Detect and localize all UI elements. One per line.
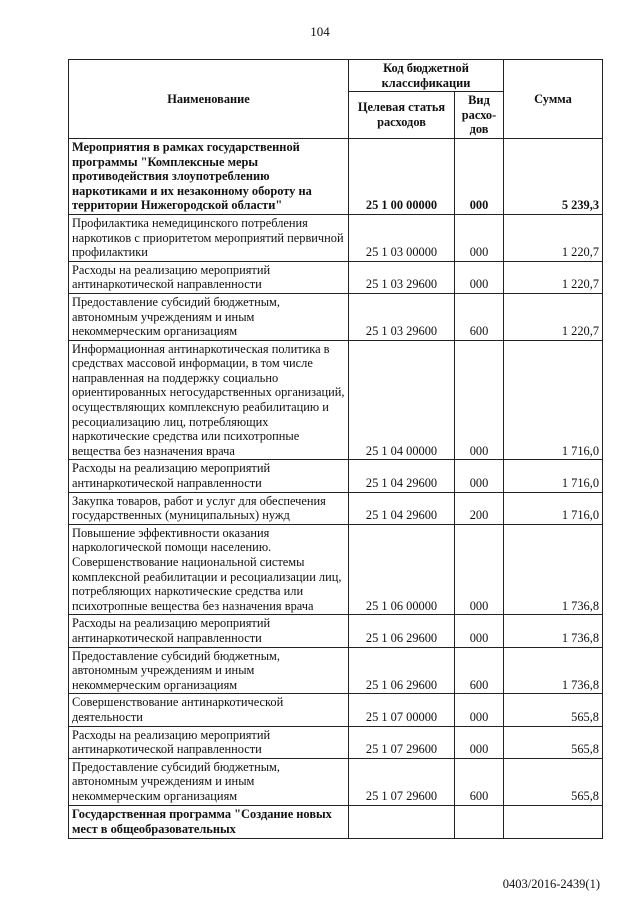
row-name: Совершенствование антинаркотической деятельности bbox=[69, 694, 349, 726]
row-expense-type: 000 bbox=[455, 524, 504, 615]
row-expense-type: 200 bbox=[455, 492, 504, 524]
row-name: Государственная программа "Создание новых мест в общеобразовательных bbox=[69, 805, 349, 838]
row-name: Расходы на реализацию мероприятий антинаркотической направленности bbox=[69, 726, 349, 758]
row-sum: 1 736,8 bbox=[504, 647, 603, 694]
row-name: Мероприятия в рамках государственной программы "Комплексные меры противодействия злоупотреблению наркотиками и их незаконному обороту на территории Нижегородской области" bbox=[69, 138, 349, 214]
row-target-code: 25 1 06 29600 bbox=[349, 647, 455, 694]
row-expense-type: 600 bbox=[455, 758, 504, 805]
row-sum: 1 736,8 bbox=[504, 615, 603, 647]
row-name: Информационная антинаркотическая политика в средствах массовой информации, в том числе направленная на поддержку социально ориентированных негосударственных организаций, осуществляющих комплексную реабилитацию и ресоциализацию лиц, потребляющих наркотические средства или психотропные вещества без назначения врача bbox=[69, 340, 349, 460]
table-row bbox=[69, 138, 603, 214]
table-row bbox=[69, 726, 603, 758]
document-code: 0403/2016-2439(1) bbox=[502, 877, 600, 891]
row-name: Расходы на реализацию мероприятий антинаркотической направленности bbox=[69, 615, 349, 647]
row-target-code bbox=[349, 805, 455, 838]
row-expense-type: 000 bbox=[455, 460, 504, 492]
table-row bbox=[69, 524, 603, 615]
table-row bbox=[69, 694, 603, 726]
row-sum: 565,8 bbox=[504, 694, 603, 726]
header-target: Целевая статья расходов bbox=[349, 92, 455, 139]
row-expense-type: 000 bbox=[455, 615, 504, 647]
row-expense-type: 600 bbox=[455, 647, 504, 694]
row-target-code: 25 1 04 29600 bbox=[349, 492, 455, 524]
table-row bbox=[69, 261, 603, 293]
row-sum: 1 220,7 bbox=[504, 293, 603, 340]
row-expense-type: 000 bbox=[455, 694, 504, 726]
row-expense-type bbox=[455, 805, 504, 838]
row-sum: 565,8 bbox=[504, 758, 603, 805]
row-expense-type: 600 bbox=[455, 293, 504, 340]
table-row bbox=[69, 214, 603, 261]
row-name: Профилактика немедицинского потребления наркотиков с приоритетом мероприятий первичной профилактики bbox=[69, 214, 349, 261]
row-sum: 5 239,3 bbox=[504, 138, 603, 214]
row-name: Предоставление субсидий бюджетным, автономным учреждениям и иным некоммерческим организациям bbox=[69, 293, 349, 340]
row-target-code: 25 1 03 29600 bbox=[349, 261, 455, 293]
row-target-code: 25 1 03 29600 bbox=[349, 293, 455, 340]
row-name: Расходы на реализацию мероприятий антинаркотической направленности bbox=[69, 460, 349, 492]
row-expense-type: 000 bbox=[455, 261, 504, 293]
header-name: Наименование bbox=[69, 60, 349, 139]
row-sum: 1 716,0 bbox=[504, 460, 603, 492]
row-target-code: 25 1 04 29600 bbox=[349, 460, 455, 492]
row-sum: 1 716,0 bbox=[504, 492, 603, 524]
row-target-code: 25 1 03 00000 bbox=[349, 214, 455, 261]
row-name: Предоставление субсидий бюджетным, автономным учреждениям и иным некоммерческим организациям bbox=[69, 758, 349, 805]
row-name: Повышение эффективности оказания наркологической помощи населению. Совершенствование национальной системы комплексной реабилитации и ресоциализации лиц, потребляющих наркотические средства или психотропные вещества без назначения врача bbox=[69, 524, 349, 615]
row-sum: 1 716,0 bbox=[504, 340, 603, 460]
table-row bbox=[69, 805, 603, 838]
row-expense-type: 000 bbox=[455, 138, 504, 214]
row-target-code: 25 1 07 29600 bbox=[349, 758, 455, 805]
row-target-code: 25 1 07 00000 bbox=[349, 694, 455, 726]
row-sum: 1 220,7 bbox=[504, 214, 603, 261]
table-row bbox=[69, 647, 603, 694]
row-target-code: 25 1 00 00000 bbox=[349, 138, 455, 214]
row-target-code: 25 1 06 00000 bbox=[349, 524, 455, 615]
row-name: Закупка товаров, работ и услуг для обеспечения государственных (муниципальных) нужд bbox=[69, 492, 349, 524]
row-target-code: 25 1 07 29600 bbox=[349, 726, 455, 758]
header-sum: Сумма bbox=[504, 60, 603, 139]
row-expense-type: 000 bbox=[455, 726, 504, 758]
table-row bbox=[69, 293, 603, 340]
row-sum bbox=[504, 805, 603, 838]
row-sum: 565,8 bbox=[504, 726, 603, 758]
table-row bbox=[69, 340, 603, 460]
table-body bbox=[69, 138, 603, 838]
table-row bbox=[69, 492, 603, 524]
row-expense-type: 000 bbox=[455, 214, 504, 261]
table-row bbox=[69, 615, 603, 647]
page-number: 104 bbox=[310, 24, 330, 39]
table-row bbox=[69, 758, 603, 805]
header-type: Вид расхо-дов bbox=[455, 92, 504, 139]
row-sum: 1 736,8 bbox=[504, 524, 603, 615]
row-name: Расходы на реализацию мероприятий антинаркотической направленности bbox=[69, 261, 349, 293]
row-target-code: 25 1 04 00000 bbox=[349, 340, 455, 460]
row-expense-type: 000 bbox=[455, 340, 504, 460]
budget-table bbox=[68, 59, 603, 839]
table-header-row bbox=[69, 60, 603, 92]
row-sum: 1 220,7 bbox=[504, 261, 603, 293]
row-target-code: 25 1 06 29600 bbox=[349, 615, 455, 647]
header-code-group: Код бюджетной классификации bbox=[349, 60, 504, 92]
row-name: Предоставление субсидий бюджетным, автономным учреждениям и иным некоммерческим организациям bbox=[69, 647, 349, 694]
table-row bbox=[69, 460, 603, 492]
